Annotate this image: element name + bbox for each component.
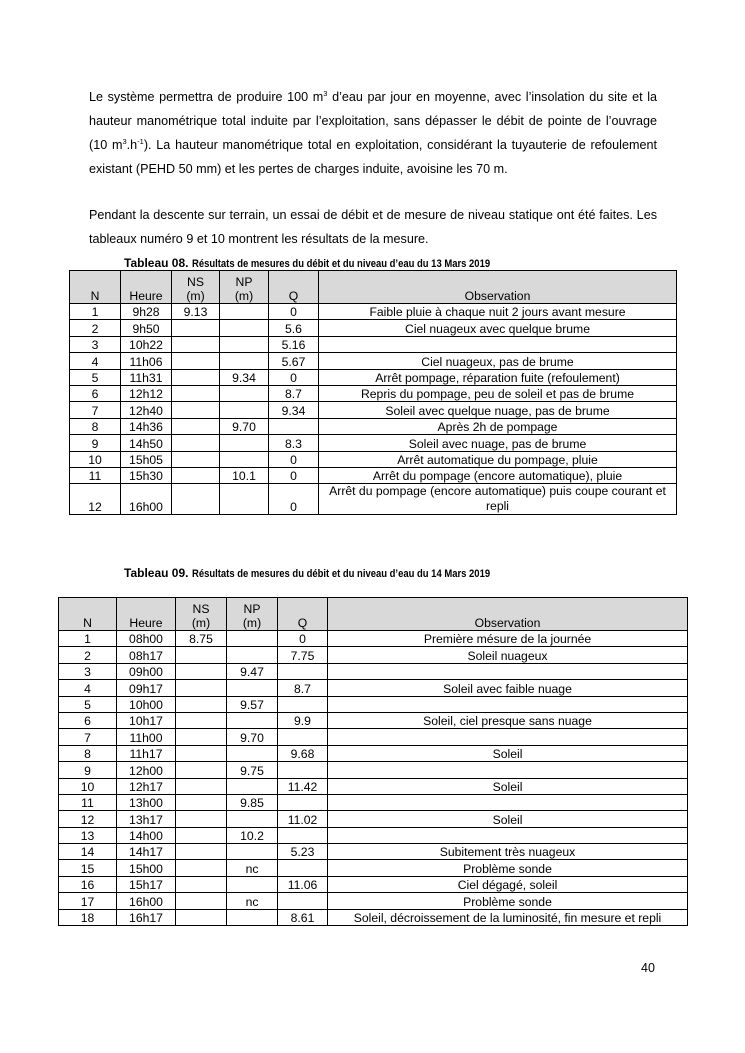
cell-observation: Soleil avec faible nuage [328, 680, 688, 696]
paragraph-system-description: Le système permettra de produire 100 $m^3$ d’eau par jour en moyenne, avec l’insolation du site et la hauteur manométrique total induite par l’exploitation, sans dépasser le débit de pointe de l’ouvrage (10 $m^3.h^{-1}$). La hauteur manométrique total en exploitation, considérant la tuyauterie de refoulement existant (PEHD 50 mm) et les pertes de charges induite, avoisine les 70 m. [89, 88, 658, 176]
cell-heure: 09h00 [117, 663, 176, 679]
cell-n: 16 [59, 876, 117, 892]
cell-n: 7 [70, 402, 121, 418]
cell-heure: 9h50 [121, 320, 172, 336]
cell-np [220, 353, 269, 369]
table-row [70, 451, 677, 467]
cell-heure: 08h17 [117, 647, 176, 663]
cell-np [227, 811, 278, 827]
cell-observation [328, 762, 688, 778]
cell-observation: Soleil nuageux [328, 647, 688, 663]
cell-q: 0 [269, 467, 319, 483]
cell-n: 9 [59, 762, 117, 778]
cell-ns [172, 385, 220, 401]
cell-ns [176, 647, 227, 663]
table-row [70, 320, 677, 336]
cell-np [220, 402, 269, 418]
cell-n: 12 [59, 811, 117, 827]
cell-ns [176, 794, 227, 810]
table-row [59, 680, 688, 696]
cell-ns [176, 860, 227, 876]
cell-np: 9.70 [220, 418, 269, 434]
measurement-table-13-march [69, 270, 677, 515]
col-header-q: Q [278, 598, 328, 631]
page-number: 40 [641, 961, 655, 975]
cell-ns [176, 663, 227, 679]
col-header-ns: NS (m) [172, 271, 220, 304]
cell-q: 9.68 [278, 745, 328, 761]
cell-heure: 9h28 [121, 304, 172, 320]
cell-ns [176, 696, 227, 712]
cell-n: 1 [70, 304, 121, 320]
table-row [59, 778, 688, 794]
cell-ns [172, 336, 220, 352]
cell-ns [172, 435, 220, 451]
col-header-n: N [70, 271, 121, 304]
cell-n: 2 [59, 647, 117, 663]
cell-n: 9 [70, 435, 121, 451]
cell-ns [176, 712, 227, 728]
cell-ns [176, 893, 227, 909]
table-row [59, 827, 688, 843]
col-header-observation: Observation [319, 271, 677, 304]
cell-heure: 13h00 [117, 794, 176, 810]
cell-observation: Subitement très nuageux [328, 844, 688, 860]
cell-q [278, 860, 328, 876]
cell-np: 10.1 [220, 467, 269, 483]
cell-ns [176, 729, 227, 745]
cell-heure: 14h17 [117, 844, 176, 860]
table-row [59, 745, 688, 761]
cell-heure: 13h17 [117, 811, 176, 827]
cell-n: 1 [59, 631, 117, 647]
table-row [59, 844, 688, 860]
cell-np [227, 778, 278, 794]
cell-q [278, 663, 328, 679]
cell-heure: 12h40 [121, 402, 172, 418]
cell-q: 0 [269, 451, 319, 467]
cell-heure: 15h30 [121, 467, 172, 483]
cell-q [278, 696, 328, 712]
cell-q: 5.6 [269, 320, 319, 336]
cell-ns [176, 680, 227, 696]
cell-q: 5.67 [269, 353, 319, 369]
cell-observation [328, 663, 688, 679]
cell-heure: 10h17 [117, 712, 176, 728]
cell-observation: Problème sonde [328, 860, 688, 876]
cell-ns [176, 778, 227, 794]
table-row [59, 729, 688, 745]
cell-ns [172, 369, 220, 385]
cell-np [220, 336, 269, 352]
cell-heure: 11h00 [117, 729, 176, 745]
cell-n: 17 [59, 893, 117, 909]
cell-n: 7 [59, 729, 117, 745]
cell-ns [172, 418, 220, 434]
table-row [59, 811, 688, 827]
table-row [59, 696, 688, 712]
table-row [70, 402, 677, 418]
measurement-table-14-march [58, 597, 688, 926]
cell-observation: Arrêt automatique du pompage, pluie [319, 451, 677, 467]
table-header-row [70, 271, 677, 304]
cell-np [227, 647, 278, 663]
col-header-np: NP (m) [220, 271, 269, 304]
cell-q: 0 [269, 484, 319, 515]
cell-ns [176, 827, 227, 843]
cell-ns [176, 811, 227, 827]
cell-n: 10 [59, 778, 117, 794]
table1-caption: Tableau 08. Résultats de mesures du débit et du niveau d’eau du 13 Mars 2019 [124, 256, 490, 270]
cell-heure: 11h17 [117, 745, 176, 761]
cell-observation: Ciel nuageux, pas de brume [319, 353, 677, 369]
table-row [70, 435, 677, 451]
cell-q [278, 762, 328, 778]
cell-q: 7.75 [278, 647, 328, 663]
cell-ns [172, 353, 220, 369]
cell-n: 11 [70, 467, 121, 483]
cell-q [278, 794, 328, 810]
cell-heure: 15h17 [117, 876, 176, 892]
cell-observation: Repris du pompage, peu de soleil et pas de brume [319, 385, 677, 401]
cell-observation: Soleil avec nuage, pas de brume [319, 435, 677, 451]
cell-n: 12 [70, 484, 121, 515]
cell-heure: 12h17 [117, 778, 176, 794]
cell-ns [172, 402, 220, 418]
cell-ns: 9.13 [172, 304, 220, 320]
cell-n: 5 [70, 369, 121, 385]
cell-observation: Arrêt pompage, réparation fuite (refoulement) [319, 369, 677, 385]
col-header-heure: Heure [121, 271, 172, 304]
table-row [59, 794, 688, 810]
cell-heure: 10h00 [117, 696, 176, 712]
cell-heure: 15h00 [117, 860, 176, 876]
cell-n: 13 [59, 827, 117, 843]
table-row [59, 647, 688, 663]
cell-heure: 15h05 [121, 451, 172, 467]
cell-q: 8.3 [269, 435, 319, 451]
cell-np: nc [227, 860, 278, 876]
cell-observation: Arrêt du pompage (encore automatique) puis coupe courant et repli [319, 484, 677, 515]
col-header-observation: Observation [328, 598, 688, 631]
cell-ns [176, 762, 227, 778]
cell-q: 11.06 [278, 876, 328, 892]
cell-observation [328, 729, 688, 745]
cell-heure: 14h36 [121, 418, 172, 434]
cell-np: 9.85 [227, 794, 278, 810]
cell-ns [176, 844, 227, 860]
table-row [70, 484, 677, 515]
cell-heure: 08h00 [117, 631, 176, 647]
cell-np [227, 909, 278, 925]
cell-n: 14 [59, 844, 117, 860]
cell-ns [176, 745, 227, 761]
cell-q: 0 [269, 304, 319, 320]
cell-ns [172, 320, 220, 336]
cell-observation [328, 794, 688, 810]
cell-q: 0 [278, 631, 328, 647]
cell-np [220, 304, 269, 320]
cell-observation: Première mésure de la journée [328, 631, 688, 647]
cell-np [227, 680, 278, 696]
cell-ns [172, 451, 220, 467]
cell-np [220, 484, 269, 515]
cell-q: 11.02 [278, 811, 328, 827]
cell-n: 6 [70, 385, 121, 401]
cell-q [278, 893, 328, 909]
cell-n: 2 [70, 320, 121, 336]
cell-heure: 14h50 [121, 435, 172, 451]
cell-q: 5.23 [278, 844, 328, 860]
cell-heure: 10h22 [121, 336, 172, 352]
table-row [59, 631, 688, 647]
cell-n: 3 [70, 336, 121, 352]
cell-heure: 12h00 [117, 762, 176, 778]
cell-n: 6 [59, 712, 117, 728]
cell-n: 4 [59, 680, 117, 696]
col-header-heure: Heure [117, 598, 176, 631]
cell-observation: Soleil [328, 778, 688, 794]
cell-n: 8 [59, 745, 117, 761]
table-row [70, 304, 677, 320]
cell-observation [328, 696, 688, 712]
paragraph-field-test: Pendant la descente sur terrain, un essai de débit et de mesure de niveau statique ont été faites. Les tableaux numéro 9 et 10 montrent les résultats de la mesure. [89, 208, 657, 246]
table-row [59, 893, 688, 909]
table-row [70, 353, 677, 369]
cell-heure: 12h12 [121, 385, 172, 401]
cell-observation: Soleil avec quelque nuage, pas de brume [319, 402, 677, 418]
cell-n: 15 [59, 860, 117, 876]
table-header-row [59, 598, 688, 631]
cell-ns [172, 467, 220, 483]
cell-q [269, 418, 319, 434]
table-row [70, 418, 677, 434]
cell-observation: Arrêt du pompage (encore automatique), pluie [319, 467, 677, 483]
cell-np [227, 631, 278, 647]
cell-q: 8.7 [269, 385, 319, 401]
cell-np [220, 435, 269, 451]
cell-n: 11 [59, 794, 117, 810]
cell-observation: Soleil [328, 811, 688, 827]
cell-observation: Ciel dégagé, soleil [328, 876, 688, 892]
col-header-ns: NS (m) [176, 598, 227, 631]
cell-np [227, 712, 278, 728]
cell-heure: 09h17 [117, 680, 176, 696]
cell-np [220, 385, 269, 401]
cell-observation: Ciel nuageux avec quelque brume [319, 320, 677, 336]
table-row [59, 762, 688, 778]
cell-q: 9.9 [278, 712, 328, 728]
table2-caption: Tableau 09. Résultats de mesures du débit et du niveau d’eau du 14 Mars 2019 [124, 566, 490, 580]
cell-np: 9.34 [220, 369, 269, 385]
cell-n: 3 [59, 663, 117, 679]
cell-heure: 16h00 [121, 484, 172, 515]
cell-n: 8 [70, 418, 121, 434]
cell-observation: Faible pluie à chaque nuit 2 jours avant mesure [319, 304, 677, 320]
cell-observation: Problème sonde [328, 893, 688, 909]
cell-heure: 14h00 [117, 827, 176, 843]
cell-np: 10.2 [227, 827, 278, 843]
cell-np [227, 745, 278, 761]
table-row [70, 336, 677, 352]
cell-q: 5.16 [269, 336, 319, 352]
cell-heure: 16h17 [117, 909, 176, 925]
cell-n: 4 [70, 353, 121, 369]
cell-np [227, 876, 278, 892]
cell-heure: 16h00 [117, 893, 176, 909]
cell-q: 8.61 [278, 909, 328, 925]
cell-ns [176, 876, 227, 892]
cell-heure: 11h31 [121, 369, 172, 385]
cell-observation [319, 336, 677, 352]
cell-q: 8.7 [278, 680, 328, 696]
col-header-q: Q [269, 271, 319, 304]
cell-np: 9.75 [227, 762, 278, 778]
cell-np: 9.47 [227, 663, 278, 679]
table-row [70, 369, 677, 385]
cell-n: 18 [59, 909, 117, 925]
cell-np: 9.57 [227, 696, 278, 712]
cell-q [278, 827, 328, 843]
cell-np [220, 451, 269, 467]
cell-np [227, 844, 278, 860]
cell-ns [172, 484, 220, 515]
table-row [59, 876, 688, 892]
cell-observation [328, 827, 688, 843]
cell-q: 0 [269, 369, 319, 385]
cell-observation: Soleil, ciel presque sans nuage [328, 712, 688, 728]
cell-q: 11.42 [278, 778, 328, 794]
cell-np: 9.70 [227, 729, 278, 745]
cell-n: 10 [70, 451, 121, 467]
cell-q [278, 729, 328, 745]
cell-observation: Soleil, décroissement de la luminosité, fin mesure et repli [328, 909, 688, 925]
col-header-np: NP (m) [227, 598, 278, 631]
table-row [70, 467, 677, 483]
table-row [59, 909, 688, 925]
table-row [59, 663, 688, 679]
cell-ns: 8.75 [176, 631, 227, 647]
table-row [70, 385, 677, 401]
cell-ns [176, 909, 227, 925]
cell-observation: Après 2h de pompage [319, 418, 677, 434]
cell-np [220, 320, 269, 336]
cell-heure: 11h06 [121, 353, 172, 369]
cell-n: 5 [59, 696, 117, 712]
col-header-n: N [59, 598, 117, 631]
cell-q: 9.34 [269, 402, 319, 418]
cell-observation: Soleil [328, 745, 688, 761]
cell-np: nc [227, 893, 278, 909]
table-row [59, 860, 688, 876]
table-row [59, 712, 688, 728]
